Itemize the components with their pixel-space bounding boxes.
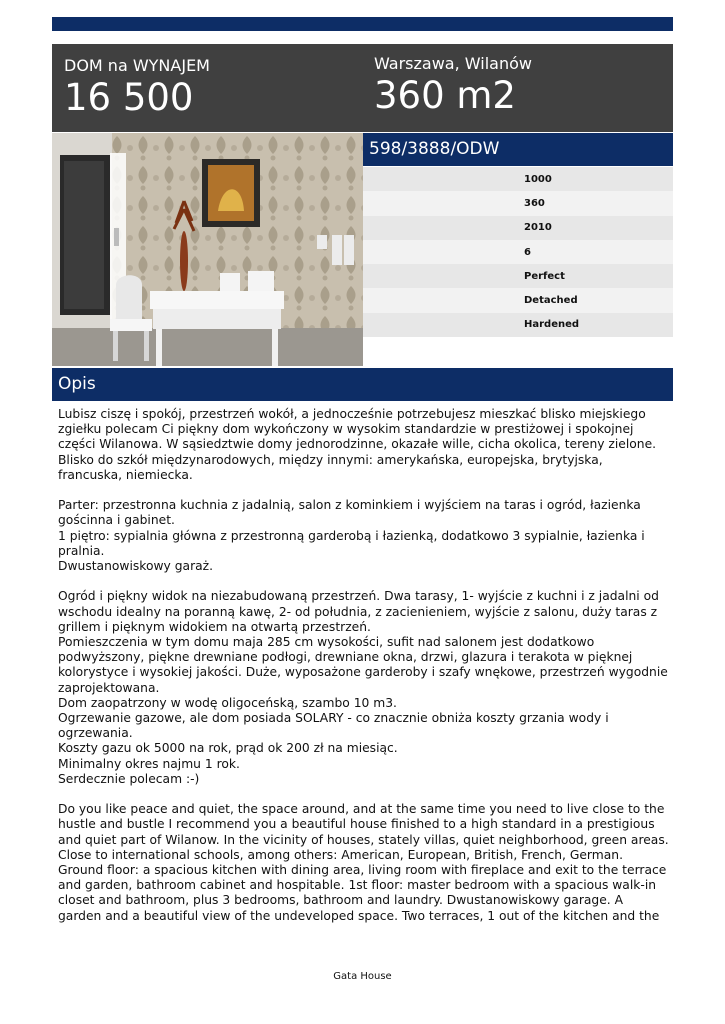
description-paragraph: Lubisz ciszę i spokój, przestrzeń wokół, a jednocześnie potrzebujesz mieszkać blisko miejskiego zgiełku polecam Ci piękny dom wykończony w wysokim standardzie w prestiżowej i spokojnej części Wilanowa. W sąsiedztwie domy jednorodzinne, okazałe wille, cicha okolica, tereny zielone. Blisko do szkół międzynarodowych, między innymi: amerykańska, europejska, brytyjska, francuska, niemiecka.: [58, 407, 657, 482]
description-paragraph: Pomieszczenia w tym domu maja 285 cm wysokości, sufit nad salonem jest dodatkowo podwyższony, piękne drewniane podłogi, drewniane okna, drzwi, glazura i terakota w pięknej kolorystyce i wysokiej jakości. Duże, wyposażone garderoby i szafy wnękowe, przestrzeń wygodnie zaprojektowana.: [58, 635, 668, 695]
spec-row: [363, 288, 673, 312]
listing-price: 16 500: [64, 76, 194, 119]
description-paragraph: Ogrzewanie gazowe, ale dom posiada SOLARY - co znacznie obniża koszty grzania wody i ogrzewania.: [58, 711, 609, 741]
spec-value: Perfect: [524, 270, 565, 282]
spec-value: 2010: [524, 222, 552, 234]
spec-row: [363, 216, 673, 240]
spec-row: [363, 240, 673, 264]
description-paragraph: Minimalny okres najmu 1 rok.: [58, 756, 240, 771]
top-accent-bar: [52, 17, 673, 31]
description-paragraph: Dom zaopatrzony w wodę oligoceńską, szambo 10 m3.: [58, 695, 397, 710]
reference-number: 598/3888/ODW: [363, 133, 673, 166]
header-right: [374, 54, 532, 118]
header-left: [64, 56, 210, 120]
description-paragraph: 1 piętro: sypialnia główna z przestronną garderobą i łazienką, dodatkowo 3 sypialnie, łazienka i pralnia.: [58, 528, 645, 558]
description-paragraph: Ogród i piękny widok na niezabudowaną przestrzeń. Dwa tarasy, 1- wyjście z kuchni i z jadalni od wschodu idealny na poranną kawę, 2- od południa, z zacienieniem, wyjście z salonu, duży taras z grillem i pięknym widokiem na otwartą przestrzeń.: [58, 589, 659, 634]
spec-value: Hardened: [524, 319, 580, 331]
spacer: [58, 574, 670, 589]
spec-row: [363, 167, 673, 191]
description-paragraph: Serdecznie polecam :-): [58, 771, 200, 786]
listing-area: 360 m2: [374, 74, 516, 117]
property-specs: [363, 167, 673, 337]
description-heading: Opis: [52, 368, 673, 401]
listing-location: Warszawa, Wilanów: [374, 54, 532, 73]
spacer: [58, 483, 670, 498]
description-paragraph: Koszty gazu ok 5000 na rok, prąd ok 200 zł na miesiąc.: [58, 741, 398, 756]
spec-row: [363, 191, 673, 215]
listing-type: DOM na WYNAJEM: [64, 56, 210, 75]
spec-value: 360: [524, 197, 545, 209]
description-paragraph: Parter: przestronna kuchnia z jadalnią, salon z kominkiem i wyjściem na taras i ogród, łazienka gościnna i gabinet.: [58, 498, 641, 528]
spacer: [58, 787, 670, 802]
spec-row: [363, 313, 673, 337]
spec-row: [363, 264, 673, 288]
spec-value: 1000: [524, 173, 552, 185]
spec-value: 6: [524, 246, 531, 258]
spec-value: Detached: [524, 295, 578, 307]
description-text: [58, 407, 670, 924]
description-paragraph: Do you like peace and quiet, the space around, and at the same time you need to live close to the hustle and bustle I recommend you a beautiful house finished to a high standard in a prestigious and quiet part of Wilanow. In the vicinity of houses, stately villas, quiet neighborhood, green areas. Close to international schools, among others: American, European, British, French, German. Ground floor: a spacious kitchen with dining area, living room with fireplace and exit to the terrace and garden, bathroom cabinet and hospitable. 1st floor: master bedroom with a spacious walk-in closet and bathroom, plus 3 bedrooms, bathroom and laundry. Dwustanowiskowy garage. A garden and a beautiful view of the undeveloped space. Two terraces, 1 out of the kitchen and the: [58, 802, 669, 923]
listing-header: [52, 44, 673, 132]
footer-agency: Gata House: [333, 971, 392, 982]
description-paragraph: Dwustanowiskowy garaż.: [58, 559, 214, 574]
property-photo: [52, 133, 363, 366]
